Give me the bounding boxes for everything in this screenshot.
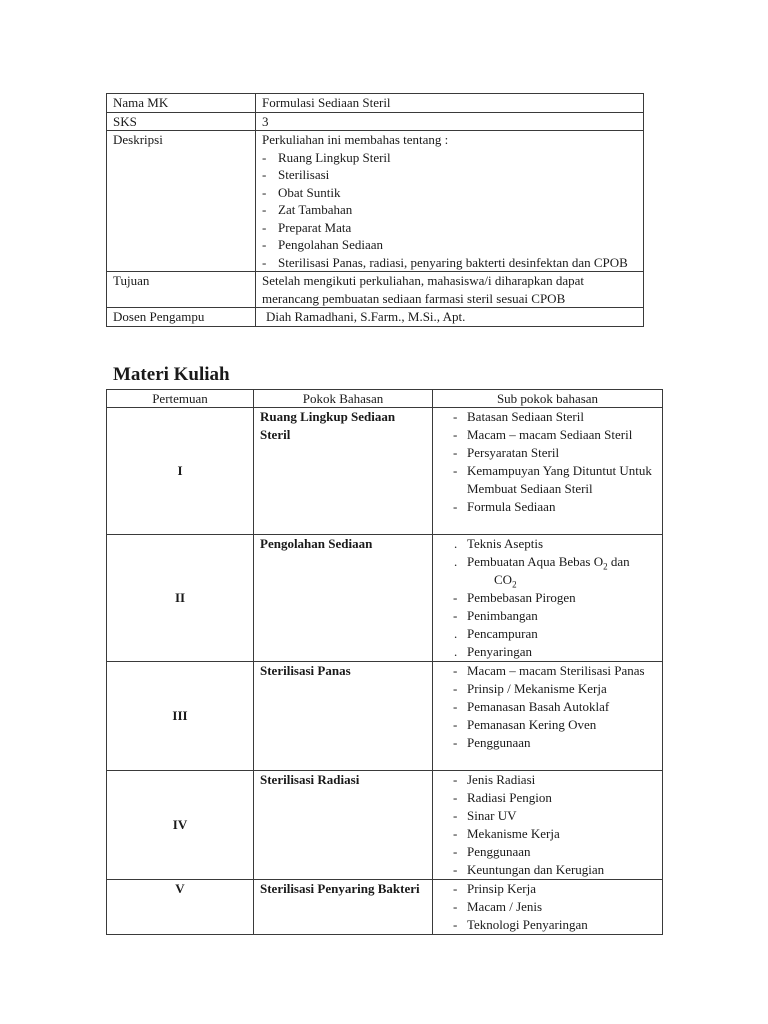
subtopic-list bbox=[453, 880, 658, 934]
meeting-number: I bbox=[107, 408, 254, 535]
list-item: - Pemanasan Kering Oven bbox=[453, 716, 658, 734]
subtopics bbox=[433, 535, 663, 662]
list-item: - Macam – macam Sterilisasi Panas bbox=[453, 662, 658, 680]
list-item: - Sterilisasi bbox=[262, 166, 643, 184]
deskripsi-cell bbox=[256, 131, 644, 272]
list-item: - Prinsip / Mekanisme Kerja bbox=[453, 680, 658, 698]
subtopic-list bbox=[453, 408, 658, 516]
header-sub-pokok: Sub pokok bahasan bbox=[433, 390, 663, 408]
dosen-label: Dosen Pengampu bbox=[107, 308, 256, 327]
info-row-dosen bbox=[107, 308, 644, 327]
list-item: - Persyaratan Steril bbox=[453, 444, 658, 462]
list-item bbox=[453, 553, 658, 589]
meeting-number: II bbox=[107, 535, 254, 662]
topic: Sterilisasi Panas bbox=[254, 662, 433, 771]
topic: Pengolahan Sediaan bbox=[254, 535, 433, 662]
list-item: - Sterilisasi Panas, radiasi, penyaring bakterti desinfektan dan CPOB bbox=[262, 254, 643, 272]
list-item: - Zat Tambahan bbox=[262, 201, 643, 219]
list-item: - Batasan Sediaan Steril bbox=[453, 408, 658, 426]
subtopics bbox=[433, 408, 663, 535]
subtopics bbox=[433, 771, 663, 880]
list-item: - Teknologi Penyaringan bbox=[453, 916, 658, 934]
list-item: - Prinsip Kerja bbox=[453, 880, 658, 898]
list-item: . Teknis Aseptis bbox=[453, 535, 658, 553]
list-item: - Penimbangan bbox=[453, 607, 658, 625]
meeting-number: III bbox=[107, 662, 254, 771]
meeting-number: V bbox=[107, 880, 254, 935]
sks-label: SKS bbox=[107, 112, 256, 131]
materi-table bbox=[106, 389, 663, 935]
nama-mk-label: Nama MK bbox=[107, 94, 256, 113]
dosen-value: Diah Ramadhani, S.Farm., M.Si., Apt. bbox=[256, 308, 644, 327]
header-pertemuan: Pertemuan bbox=[107, 390, 254, 408]
deskripsi-label: Deskripsi bbox=[107, 131, 256, 272]
list-item: - Pemanasan Basah Autoklaf bbox=[453, 698, 658, 716]
topic: Sterilisasi Radiasi bbox=[254, 771, 433, 880]
list-item: . Penyaringan bbox=[453, 643, 658, 661]
tujuan-value: Setelah mengikuti perkuliahan, mahasiswa/i diharapkan dapat merancang pembuatan sediaan farmasi steril sesuai CPOB bbox=[256, 272, 644, 308]
list-item: . Pencampuran bbox=[453, 625, 658, 643]
list-item: - Pengolahan Sediaan bbox=[262, 236, 643, 254]
table-row bbox=[107, 771, 663, 880]
list-item: - Mekanisme Kerja bbox=[453, 825, 658, 843]
table-row bbox=[107, 535, 663, 662]
topic: Ruang Lingkup Sediaan Steril bbox=[254, 408, 433, 535]
meeting-number: IV bbox=[107, 771, 254, 880]
info-row-sks bbox=[107, 112, 644, 131]
list-item: - Keuntungan dan Kerugian bbox=[453, 861, 658, 879]
table-row bbox=[107, 408, 663, 535]
list-item: - Jenis Radiasi bbox=[453, 771, 658, 789]
list-item: - Radiasi Pengion bbox=[453, 789, 658, 807]
sks-value: 3 bbox=[256, 112, 644, 131]
list-item: - Macam / Jenis bbox=[453, 898, 658, 916]
list-item: - Sinar UV bbox=[453, 807, 658, 825]
list-item: - Formula Sediaan bbox=[453, 498, 658, 516]
section-title: Materi Kuliah bbox=[113, 364, 230, 385]
subtopic-list bbox=[453, 771, 658, 879]
list-item: - Penggunaan bbox=[453, 843, 658, 861]
list-item: - Ruang Lingkup Steril bbox=[262, 149, 643, 167]
subtopics bbox=[433, 662, 663, 771]
table-row bbox=[107, 662, 663, 771]
topic: Sterilisasi Penyaring Bakteri bbox=[254, 880, 433, 935]
list-item: - Penggunaan bbox=[453, 734, 658, 752]
nama-mk-value: Formulasi Sediaan Steril bbox=[256, 94, 644, 113]
list-item: - Macam – macam Sediaan Steril bbox=[453, 426, 658, 444]
subscript-2: 2 bbox=[603, 561, 608, 572]
subtopics bbox=[433, 880, 663, 935]
co2-text: CO bbox=[494, 572, 513, 587]
list-item: - Kemampuyan Yang Dituntut Untuk Membuat Sediaan Steril bbox=[453, 462, 658, 498]
aqua-text: Pembuatan Aqua Bebas O bbox=[467, 554, 604, 569]
table-row bbox=[107, 880, 663, 935]
deskripsi-intro: Perkuliahan ini membahas tentang : bbox=[262, 132, 449, 147]
header-pokok-bahasan: Pokok Bahasan bbox=[254, 390, 433, 408]
co2-line bbox=[467, 571, 658, 589]
info-row-nama-mk bbox=[107, 94, 644, 113]
info-row-tujuan bbox=[107, 272, 644, 308]
subscript-2: 2 bbox=[512, 579, 517, 590]
subtopic-list bbox=[453, 535, 658, 661]
aqua-and: dan bbox=[610, 554, 630, 569]
list-item: - Preparat Mata bbox=[262, 219, 643, 237]
deskripsi-list bbox=[262, 149, 643, 272]
course-info-table bbox=[106, 93, 644, 327]
materi-header-row bbox=[107, 390, 663, 408]
subtopic-list bbox=[453, 662, 658, 752]
list-item: - Pembebasan Pirogen bbox=[453, 589, 658, 607]
tujuan-label: Tujuan bbox=[107, 272, 256, 308]
list-item: - Obat Suntik bbox=[262, 184, 643, 202]
info-row-deskripsi bbox=[107, 131, 644, 272]
